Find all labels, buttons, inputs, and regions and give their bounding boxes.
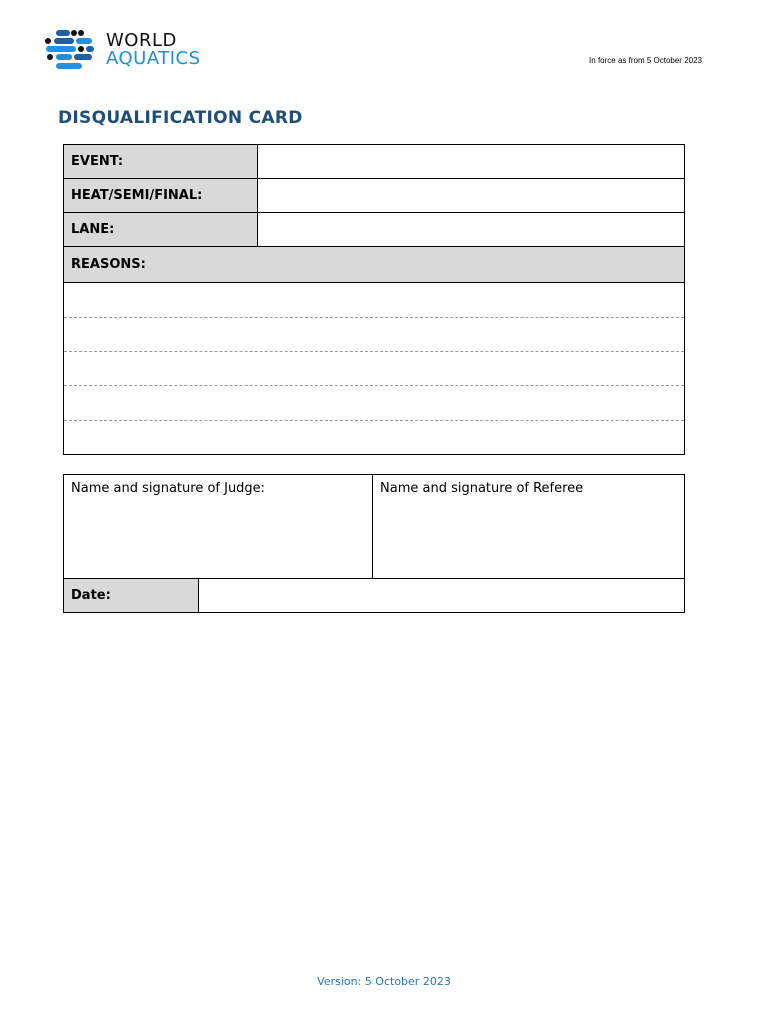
date-field[interactable] bbox=[199, 579, 684, 612]
disqualification-form bbox=[63, 144, 685, 455]
logo-mark-icon bbox=[44, 30, 100, 74]
signature-row bbox=[64, 475, 684, 579]
event-field[interactable] bbox=[258, 145, 684, 178]
reason-line bbox=[64, 351, 684, 352]
world-aquatics-logo bbox=[44, 30, 224, 74]
reasons-header-row bbox=[64, 247, 684, 283]
reason-line bbox=[64, 385, 684, 386]
signature-form bbox=[63, 474, 685, 613]
reasons-field[interactable] bbox=[64, 283, 684, 454]
referee-signature-label: Name and signature of Referee bbox=[380, 481, 584, 496]
heat-field[interactable] bbox=[258, 179, 684, 212]
date-label: Date: bbox=[64, 579, 199, 612]
logo-line-world: WORLD bbox=[106, 30, 177, 51]
logo-wordmark bbox=[106, 32, 201, 68]
lane-field[interactable] bbox=[258, 213, 684, 246]
date-row bbox=[64, 579, 684, 612]
heat-row bbox=[64, 179, 684, 213]
reason-line bbox=[64, 317, 684, 318]
judge-signature-label: Name and signature of Judge: bbox=[71, 481, 266, 496]
reasons-label: REASONS: bbox=[64, 247, 684, 282]
reason-line bbox=[64, 420, 684, 421]
event-row bbox=[64, 145, 684, 179]
referee-signature-field[interactable] bbox=[373, 475, 684, 578]
logo-line-aquatics: AQUATICS bbox=[106, 48, 201, 69]
version-footer: Version: 5 October 2023 bbox=[317, 975, 451, 988]
event-label: EVENT: bbox=[64, 145, 258, 178]
lane-label: LANE: bbox=[64, 213, 258, 246]
page-title: DISQUALIFICATION CARD bbox=[58, 108, 303, 128]
judge-signature-field[interactable] bbox=[64, 475, 373, 578]
heat-label: HEAT/SEMI/FINAL: bbox=[64, 179, 258, 212]
lane-row bbox=[64, 213, 684, 247]
in-force-note: In force as from 5 October 2023 bbox=[589, 56, 702, 65]
